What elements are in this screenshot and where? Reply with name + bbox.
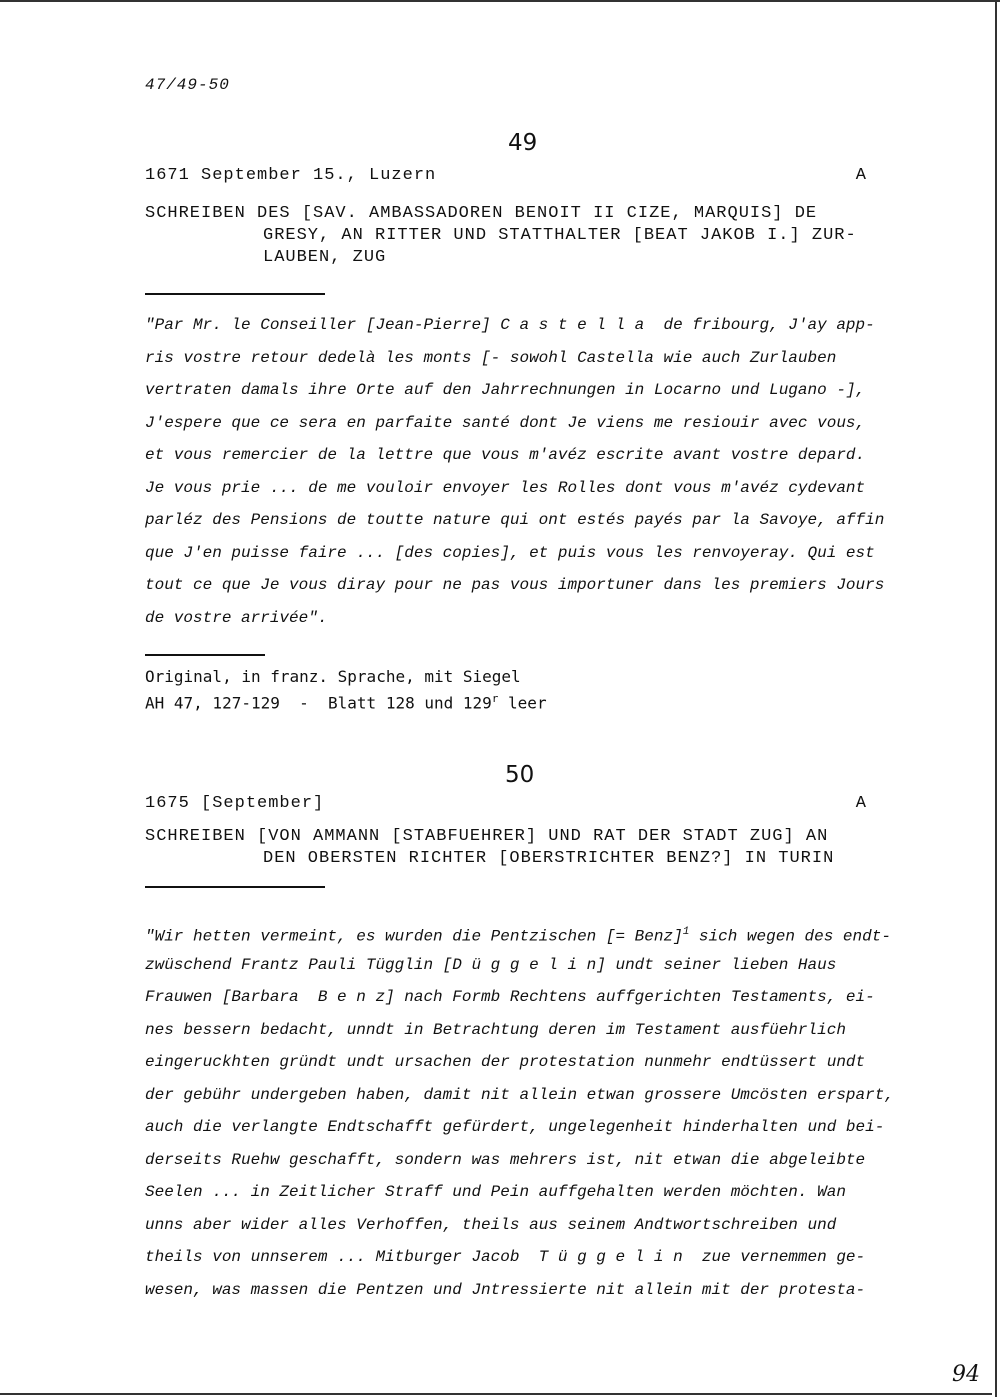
quote-line: auch die verlangte Endtschafft gefürdert, ungelegenheit hinderhalten und bei-: [145, 1118, 885, 1136]
document-number-50: 50: [505, 762, 535, 788]
quote-line: derseits Ruehw geschafft, sondern was mehrers ist, nit etwan die abgeleibte: [145, 1150, 866, 1169]
doc49-source-note: [145, 666, 547, 714]
quote-line: eingeruckhten gründt undt ursachen der protestation nunmehr endtüssert undt: [145, 1053, 866, 1071]
quote-line: wesen, was massen die Pentzen und Jntressierte nit allein mit der protesta-: [145, 1280, 866, 1299]
quote-line: ris vostre retour dedelà les monts [- sowohl Castella wie auch Zurlauben: [145, 348, 837, 367]
quote-line: tout ce que Je vous diray pour ne pas vous importuner dans les premiers Jours: [145, 576, 885, 594]
separator-rule: [145, 293, 325, 295]
note-source-end: leer: [498, 693, 547, 713]
quote-first-part-b: sich wegen des endt-: [689, 927, 891, 946]
quote-line: der gebühr undergeben haben, damit nit allein etwan grossere Umcösten erspart,: [145, 1085, 894, 1104]
quote-line: theils von unnserem ... Mitburger Jacob T ü g g e l i n zue vernemmen ge-: [145, 1248, 866, 1266]
page-border-bottom: [0, 1393, 992, 1395]
doc50-title: [145, 826, 834, 870]
quote-line: que J'en puisse faire ... [des copies], et puis vous les renvoyeray. Qui est: [145, 543, 875, 562]
quote-line-first: [145, 916, 925, 949]
document-number-49: 49: [508, 130, 538, 156]
quote-line: Seelen ... in Zeitlicher Straff und Pein auffgehalten werden möchten. Wan: [145, 1183, 846, 1201]
doc49-title-line: GRESY, AN RITTER UND STATTHALTER [BEAT JAKOB I.] ZUR-: [263, 226, 857, 245]
quote-line: parléz des Pensions de toutte nature qui ont estés payés par la Savoye, affin: [145, 511, 885, 529]
quote-line: zwüschend Frantz Pauli Tügglin [D ü g g e l i n] undt seiner lieben Haus: [145, 955, 837, 974]
doc49-title-line: LAUBEN, ZUG: [263, 248, 387, 267]
quote-line: et vous remercier de la lettre que vous m'avéz escrite avant vostre depard.: [145, 446, 866, 464]
doc50-type-letter: A: [855, 794, 867, 813]
footnote-marker: 1: [682, 926, 690, 938]
doc49-type-letter: A: [855, 166, 867, 185]
doc50-date-place: 1675 [September]: [145, 794, 325, 813]
quote-line: unns aber wider alles Verhoffen, theils aus seinem Andtwortschreiben und: [145, 1215, 837, 1234]
note-original: Original, in franz. Sprache, mit Siegel: [145, 667, 521, 686]
note-source: [145, 688, 547, 714]
doc50-title-line: DEN OBERSTEN RICHTER [OBERSTRICHTER BENZ?] IN TURIN: [263, 849, 835, 868]
separator-rule: [145, 654, 265, 656]
doc50-header: [145, 794, 867, 813]
separator-rule: [145, 886, 325, 888]
doc49-title: [145, 203, 857, 269]
doc50-quotation: [145, 916, 925, 1306]
page-border-right: [995, 0, 997, 1397]
quote-line: de vostre arrivée".: [145, 608, 328, 627]
doc49-title-line: SCHREIBEN DES [SAV. AMBASSADOREN BENOIT II CIZE, MARQUIS] DE: [145, 204, 818, 223]
doc49-date-place: 1671 September 15., Luzern: [145, 166, 437, 185]
note-source-superscript: r: [491, 692, 499, 705]
page-reference: 47/49-50: [145, 76, 230, 94]
quote-first-part-a: "Wir hetten vermeint, es wurden die Pentzischen [= Benz]: [145, 927, 683, 946]
handwritten-page-mark: 94: [952, 1362, 980, 1387]
quote-line: Frauwen [Barbara B e n z] nach Formb Rechtens auffgerichten Testaments, ei-: [145, 988, 875, 1006]
quote-line: vertraten damals ihre Orte auf den Jahrrechnungen in Locarno und Lugano -],: [145, 381, 866, 399]
quote-line: nes bessern bedacht, unndt in Betrachtung deren im Testament ausfüehrlich: [145, 1020, 846, 1039]
quote-line: "Par Mr. le Conseiller [Jean-Pierre] C a s t e l l a de fribourg, J'ay app-: [145, 316, 875, 334]
doc49-quotation: [145, 309, 925, 634]
doc50-title-line: SCHREIBEN [VON AMMANN [STABFUEHRER] UND RAT DER STADT ZUG] AN: [145, 827, 829, 846]
doc49-header: [145, 166, 867, 185]
note-source-text: AH 47, 127-129 - Blatt 128 und 129: [145, 693, 492, 713]
quote-line: Je vous prie ... de me vouloir envoyer les Rolles dont vous m'avéz cydevant: [145, 478, 866, 497]
page-border-top: [0, 0, 1000, 2]
quote-line: J'espere que ce sera en parfaite santé dont Je viens me resiouir avec vous,: [145, 413, 866, 432]
